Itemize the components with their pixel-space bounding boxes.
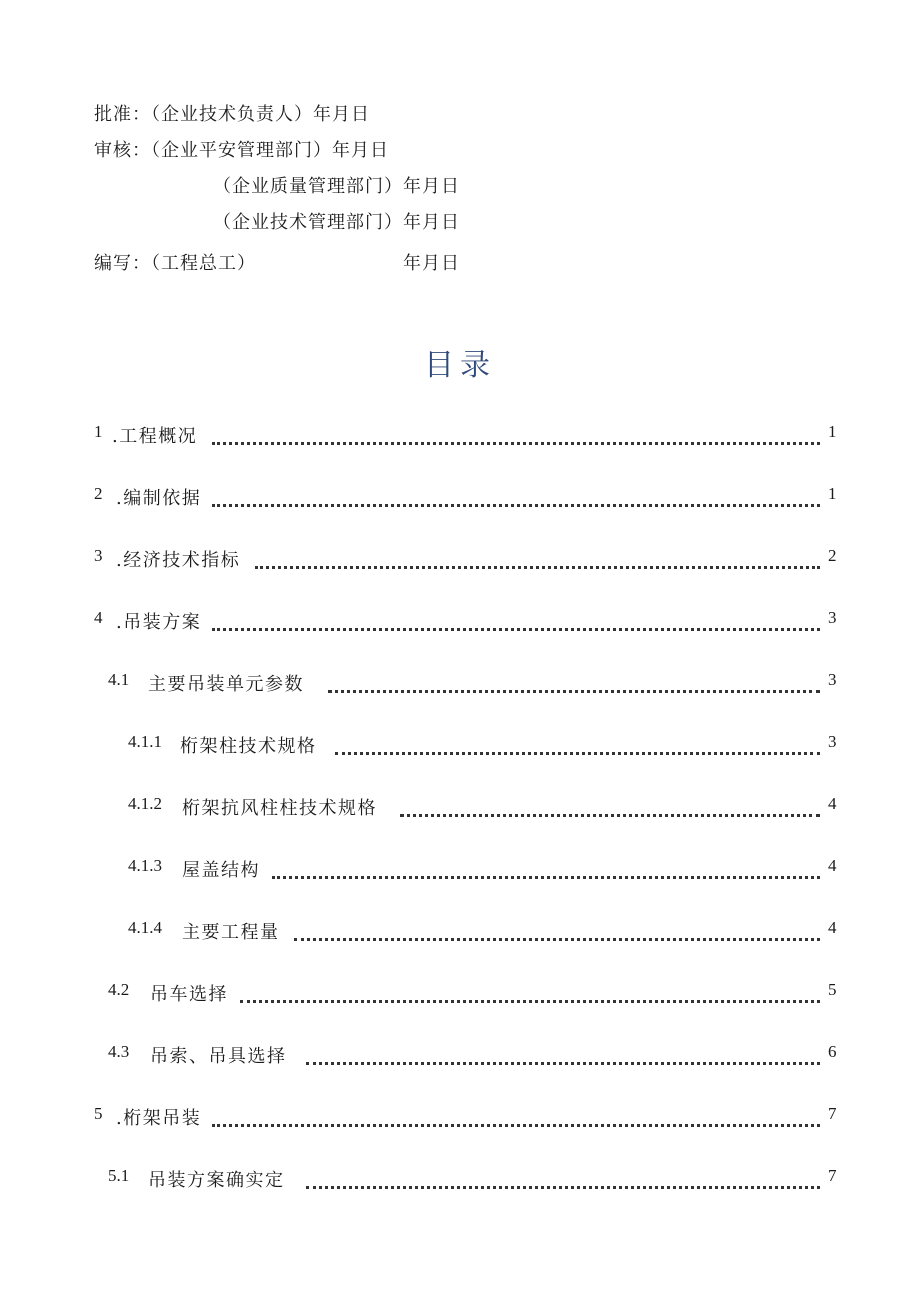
toc-entry-page: 1 bbox=[828, 422, 837, 441]
toc-entry-title: .工程概况 bbox=[112, 422, 201, 448]
toc-entry-title: 吊索、吊具选择 bbox=[150, 1042, 291, 1068]
toc-entry-page: 4 bbox=[828, 794, 837, 813]
toc-entry-number: 4.1 bbox=[108, 670, 130, 689]
toc-leader-dots bbox=[335, 738, 820, 755]
toc-entry-page: 2 bbox=[828, 546, 837, 565]
review-line-technology: （企业技术管理部门）年月日 bbox=[213, 212, 460, 233]
toc-leader-dots bbox=[272, 862, 820, 879]
toc-entry[interactable] bbox=[0, 608, 920, 636]
toc-entry-title: .吊装方案 bbox=[116, 608, 205, 634]
toc-entry-page: 4 bbox=[828, 918, 837, 937]
toc-entry-title: .经济技术指标 bbox=[116, 546, 244, 572]
toc-entry-page: 1 bbox=[828, 484, 837, 503]
toc-entry[interactable] bbox=[0, 918, 920, 946]
compile-line-label: 编写：（工程总工） bbox=[94, 253, 256, 274]
toc-entry-number: 4.3 bbox=[108, 1042, 130, 1061]
toc-entry-page: 7 bbox=[828, 1104, 837, 1123]
toc-entry-number: 2 bbox=[94, 484, 103, 503]
toc-entry[interactable] bbox=[0, 1166, 920, 1194]
toc-entry-title: 主要吊装单元参数 bbox=[148, 670, 308, 696]
toc-entry[interactable] bbox=[0, 732, 920, 760]
toc-entry-title: 主要工程量 bbox=[182, 918, 284, 944]
toc-entry[interactable] bbox=[0, 484, 920, 512]
toc-leader-dots bbox=[212, 428, 820, 445]
toc-entry[interactable] bbox=[0, 670, 920, 698]
toc-entry-number: 4 bbox=[94, 608, 103, 627]
toc-entry-number: 3 bbox=[94, 546, 103, 565]
review-line-safety: 审核：（企业平安管理部门）年月日 bbox=[94, 140, 389, 161]
toc-entry[interactable] bbox=[0, 546, 920, 574]
toc-entry-number: 5 bbox=[94, 1104, 103, 1123]
toc-leader-dots bbox=[306, 1172, 820, 1189]
toc-leader-dots bbox=[212, 490, 820, 507]
toc-entry[interactable] bbox=[0, 422, 920, 450]
toc-entry-title: .桁架吊装 bbox=[116, 1104, 205, 1130]
toc-leader-dots bbox=[328, 676, 820, 693]
compile-line-date: 年月日 bbox=[403, 253, 460, 274]
toc-entry-title: 吊车选择 bbox=[150, 980, 232, 1006]
review-line-quality: （企业质量管理部门）年月日 bbox=[213, 176, 460, 197]
toc-leader-dots bbox=[240, 986, 820, 1003]
toc-entry[interactable] bbox=[0, 1104, 920, 1132]
toc-leader-dots bbox=[306, 1048, 820, 1065]
toc-leader-dots bbox=[400, 800, 820, 817]
toc-entry-number: 1 bbox=[94, 422, 103, 441]
toc-entry-number: 4.1.2 bbox=[128, 794, 162, 813]
toc-entry[interactable] bbox=[0, 1042, 920, 1070]
toc-leader-dots bbox=[294, 924, 820, 941]
toc-entry[interactable] bbox=[0, 794, 920, 822]
toc-entry-page: 3 bbox=[828, 608, 837, 627]
toc-entry[interactable] bbox=[0, 856, 920, 884]
toc-entry-number: 4.1.4 bbox=[128, 918, 162, 937]
toc-entry-number: 4.2 bbox=[108, 980, 130, 999]
toc-leader-dots bbox=[255, 552, 820, 569]
toc-entry-title: 吊装方案确实定 bbox=[148, 1166, 289, 1192]
toc-title: 目录 bbox=[424, 348, 496, 383]
toc-entry-page: 3 bbox=[828, 670, 837, 689]
toc-entry-number: 4.1.1 bbox=[128, 732, 162, 751]
toc-entry-page: 7 bbox=[828, 1166, 837, 1185]
approve-line: 批准：（企业技术负责人）年月日 bbox=[94, 104, 370, 125]
toc-entry-number: 5.1 bbox=[108, 1166, 130, 1185]
toc-entry-page: 3 bbox=[828, 732, 837, 751]
toc-entry-page: 6 bbox=[828, 1042, 837, 1061]
toc-entry-page: 4 bbox=[828, 856, 837, 875]
toc-entry-title: .编制依据 bbox=[116, 484, 205, 510]
toc-entry[interactable] bbox=[0, 980, 920, 1008]
toc-entry-title: 桁架柱技术规格 bbox=[180, 732, 321, 758]
toc-entry-title: 屋盖结构 bbox=[182, 856, 264, 882]
toc-entry-title: 桁架抗风柱柱技术规格 bbox=[182, 794, 381, 820]
toc-leader-dots bbox=[212, 614, 820, 631]
toc-leader-dots bbox=[212, 1110, 820, 1127]
toc-entry-number: 4.1.3 bbox=[128, 856, 162, 875]
toc-entry-page: 5 bbox=[828, 980, 837, 999]
